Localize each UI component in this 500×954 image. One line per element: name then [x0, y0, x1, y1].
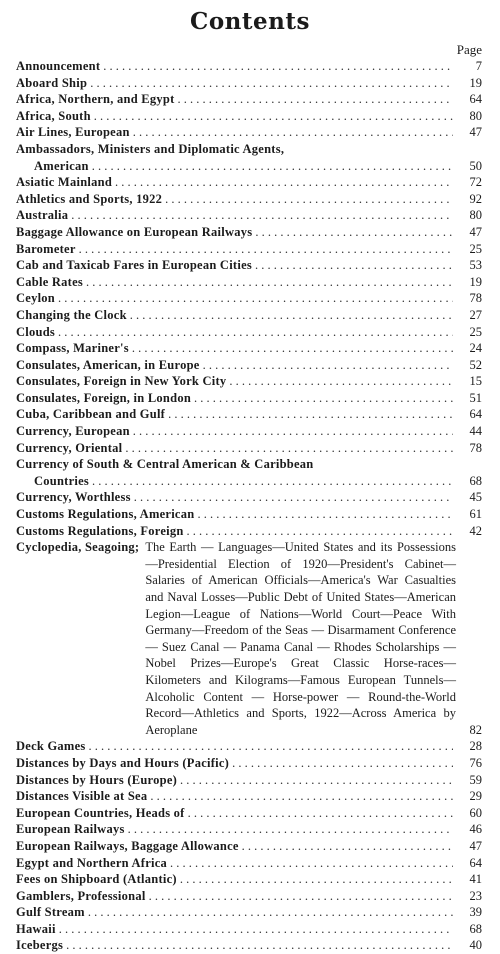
toc-entry [16, 506, 482, 523]
toc-entry-page: 40 [469, 938, 482, 953]
toc-entry-label: Barometer [16, 241, 76, 256]
toc-entry [16, 755, 482, 772]
toc-entry-page: 47 [469, 224, 482, 239]
toc-entry-page: 92 [469, 191, 482, 206]
toc-entry [16, 274, 482, 291]
dot-leader [94, 108, 453, 125]
toc-entry-page: 15 [469, 374, 482, 389]
dot-leader [170, 855, 453, 872]
toc-entry-page: 45 [469, 490, 482, 505]
dot-leader [89, 738, 454, 755]
toc-entry-label-continued: Countries [34, 473, 90, 488]
toc-entry [16, 174, 482, 191]
dot-leader [177, 91, 453, 108]
toc-entry [16, 871, 482, 888]
toc-entry-label: Clouds [16, 324, 56, 339]
toc-entry-page: 47 [469, 125, 482, 140]
toc-entry-page: 68 [469, 921, 482, 936]
dot-leader [71, 207, 453, 224]
toc-entry [16, 340, 482, 357]
toc-entry [16, 489, 482, 506]
toc-entry-label: Currency, European [16, 424, 130, 439]
toc-entry-page: 29 [469, 789, 482, 804]
toc-entry-page: 64 [469, 855, 482, 870]
toc-entry-page: 72 [469, 175, 482, 190]
toc-entry [16, 738, 482, 755]
toc-entry-page: 47 [469, 838, 482, 853]
toc-entry-page: 44 [469, 424, 482, 439]
dot-leader [133, 124, 453, 141]
toc-entry-label: Consulates, Foreign in New York City [16, 374, 227, 389]
dot-leader [197, 506, 453, 523]
dot-leader [203, 357, 453, 374]
toc-entry [16, 324, 482, 341]
toc-entry-page: 68 [469, 473, 482, 488]
dot-leader [86, 274, 453, 291]
page-title: Contents [190, 8, 310, 35]
toc-entry [16, 855, 482, 872]
toc-entry-label: Icebergs [16, 938, 64, 953]
toc-entry-page: 52 [469, 357, 482, 372]
toc-entry [16, 108, 482, 125]
page-column-header: Page [456, 42, 482, 57]
dot-leader [115, 174, 453, 191]
toc-entry-label: Air Lines, European [16, 125, 130, 140]
toc-entry-page: 46 [469, 822, 482, 837]
toc-entry-label: Gulf Stream [16, 905, 85, 920]
toc-entry [16, 58, 482, 75]
dot-leader [232, 755, 453, 772]
toc-entry-label: Cable Rates [16, 274, 83, 289]
toc-entry-page: 27 [469, 307, 482, 322]
toc-entry-page: 64 [469, 92, 482, 107]
toc-entry [16, 423, 482, 440]
toc-entry-label-continued: American [34, 158, 89, 173]
toc-entry-label: Australia [16, 208, 69, 223]
toc-entry-label: Distances Visible at Sea [16, 789, 148, 804]
dot-leader [66, 937, 453, 954]
dot-leader [88, 904, 453, 921]
dot-leader [79, 241, 453, 258]
toc-entry-label: Africa, Northern, and Egypt [16, 92, 175, 107]
dot-leader [128, 821, 453, 838]
toc-entry-label: Distances by Hours (Europe) [16, 772, 178, 787]
toc-entry [16, 191, 482, 208]
toc-entry [16, 290, 482, 307]
dot-leader [188, 805, 453, 822]
toc-entry-page: 24 [469, 341, 482, 356]
toc-entry-page: 64 [469, 407, 482, 422]
table-of-contents [16, 58, 482, 954]
toc-entry-label: Aboard Ship [16, 75, 88, 90]
toc-entry-page: 80 [469, 208, 482, 223]
toc-entry-label: Currency, Oriental [16, 440, 123, 455]
toc-entry-label: Deck Games [16, 739, 86, 754]
dot-leader [125, 440, 453, 457]
toc-entry [16, 91, 482, 108]
dot-leader [92, 158, 453, 175]
toc-entry-page: 53 [469, 258, 482, 273]
toc-entry-page: 60 [469, 805, 482, 820]
toc-entry-label: Distances by Days and Hours (Pacific) [16, 755, 230, 770]
toc-entry [16, 373, 482, 390]
dot-leader [168, 406, 453, 423]
toc-entry [16, 772, 482, 789]
toc-entry [16, 224, 482, 241]
toc-entry-label: Consulates, American, in Europe [16, 357, 200, 372]
toc-entry [16, 838, 482, 855]
toc-entry-page: 61 [469, 507, 482, 522]
toc-entry-page: 7 [475, 59, 482, 73]
toc-entry-label: Cab and Taxicab Fares in European Cities [16, 258, 252, 273]
dot-leader [59, 921, 453, 938]
toc-entry-label: European Railways [16, 822, 125, 837]
dot-leader [130, 307, 453, 324]
toc-entry-label: Gamblers, Professional [16, 888, 146, 903]
toc-entry [16, 141, 482, 174]
toc-entry-page: 19 [469, 274, 482, 289]
toc-entry [16, 357, 482, 374]
toc-entry-label: Fees on Shipboard (Atlantic) [16, 872, 177, 887]
toc-entry-label: Athletics and Sports, 1922 [16, 191, 163, 206]
toc-entry-label: Cuba, Caribbean and Gulf [16, 407, 166, 422]
toc-entry-label: Ambassadors, Ministers and Diplomatic Agents, [16, 141, 285, 156]
toc-entry-label: Cyclopedia, Seagoing; [16, 540, 140, 555]
toc-entry [16, 523, 482, 540]
toc-entry-page: 80 [469, 108, 482, 123]
toc-entry-page: 28 [469, 739, 482, 754]
toc-entry-page: 41 [469, 872, 482, 887]
toc-entry-label: Currency of South & Central American & Caribbean [16, 457, 314, 472]
toc-entry-page: 78 [469, 291, 482, 306]
toc-entry-page: 25 [469, 241, 482, 256]
toc-entry-label: Changing the Clock [16, 307, 127, 322]
toc-entry [16, 124, 482, 141]
toc-entry-label: European Railways, Baggage Allowance [16, 838, 239, 853]
dot-leader [90, 75, 453, 92]
dot-leader [58, 324, 453, 341]
toc-entry [16, 788, 482, 805]
dot-leader [229, 373, 453, 390]
toc-entry [16, 805, 482, 822]
toc-entry-label: Baggage Allowance on European Railways [16, 224, 253, 239]
toc-entry [16, 390, 482, 407]
dot-leader [132, 340, 453, 357]
toc-entry [16, 821, 482, 838]
toc-entry-page: 76 [469, 755, 482, 770]
toc-entry-label: Customs Regulations, Foreign [16, 523, 184, 538]
toc-entry [16, 888, 482, 905]
dot-leader [187, 523, 453, 540]
dot-leader [58, 290, 453, 307]
toc-entry [16, 406, 482, 423]
toc-entry [16, 440, 482, 457]
dot-leader [180, 772, 453, 789]
toc-entry-label: Currency, Worthless [16, 490, 131, 505]
toc-entry-page: 42 [469, 523, 482, 538]
toc-entry [16, 241, 482, 258]
toc-entry-page: 50 [469, 158, 482, 173]
dot-leader [103, 58, 453, 75]
toc-entry [16, 921, 482, 938]
cyclopedia-topics: The Earth — Languages—United States and its Possessions—Presidential Election of 1920—President's Cabinet—Salaries of American Officials—America's War Casualties and Naval Losses—Public Debt of United States—American Legion—League of Nations—World Court—Peace With Germany—Freedom of the Seas — Disarmament Conference — Suez Canal — Panama Canal — Rhodes Scholarships — Nobel Prizes—Europe's Great Classic Horse-races—Kilometers and Kilograms—Famous European Tunnels—Alcoholic Content — Horse-power — Round-the-World Record—Athletics and Sports, 1922—Across America by Aeroplane [145, 540, 456, 737]
toc-entry-page: 23 [469, 888, 482, 903]
toc-entry-page: 78 [469, 440, 482, 455]
toc-entry-page: 51 [469, 390, 482, 405]
toc-entry [16, 307, 482, 324]
toc-entry-page: 59 [469, 772, 482, 787]
dot-leader [194, 390, 453, 407]
toc-entry-label: Hawaii [16, 921, 56, 936]
toc-entry-label: Customs Regulations, American [16, 507, 195, 522]
dot-leader [180, 871, 453, 888]
toc-entry-label: Announcement [16, 59, 101, 73]
toc-entry [16, 456, 482, 489]
toc-entry [16, 937, 482, 954]
dot-leader [255, 224, 453, 241]
toc-entry-label: Egypt and Northern Africa [16, 855, 168, 870]
toc-entry-cyclopedia [16, 539, 482, 738]
toc-entry-label: Asiatic Mainland [16, 175, 113, 190]
dot-leader [165, 191, 453, 208]
toc-entry-page: 39 [469, 905, 482, 920]
toc-entry [16, 75, 482, 92]
dot-leader [150, 788, 453, 805]
toc-entry-label: Consulates, Foreign, in London [16, 390, 192, 405]
dot-leader [92, 473, 453, 490]
toc-entry-label: European Countries, Heads of [16, 805, 185, 820]
toc-entry [16, 207, 482, 224]
dot-leader [134, 489, 453, 506]
toc-entry-page: 25 [469, 324, 482, 339]
toc-entry [16, 904, 482, 921]
dot-leader [133, 423, 453, 440]
toc-entry [16, 257, 482, 274]
dot-leader [149, 888, 453, 905]
toc-entry-page: 82 [469, 722, 482, 737]
toc-entry-label: Ceylon [16, 291, 55, 306]
toc-entry-page: 19 [469, 75, 482, 90]
dot-leader [255, 257, 453, 274]
toc-entry-label: Compass, Mariner's [16, 341, 129, 356]
toc-entry-label: Africa, South [16, 108, 91, 123]
dot-leader [242, 838, 453, 855]
